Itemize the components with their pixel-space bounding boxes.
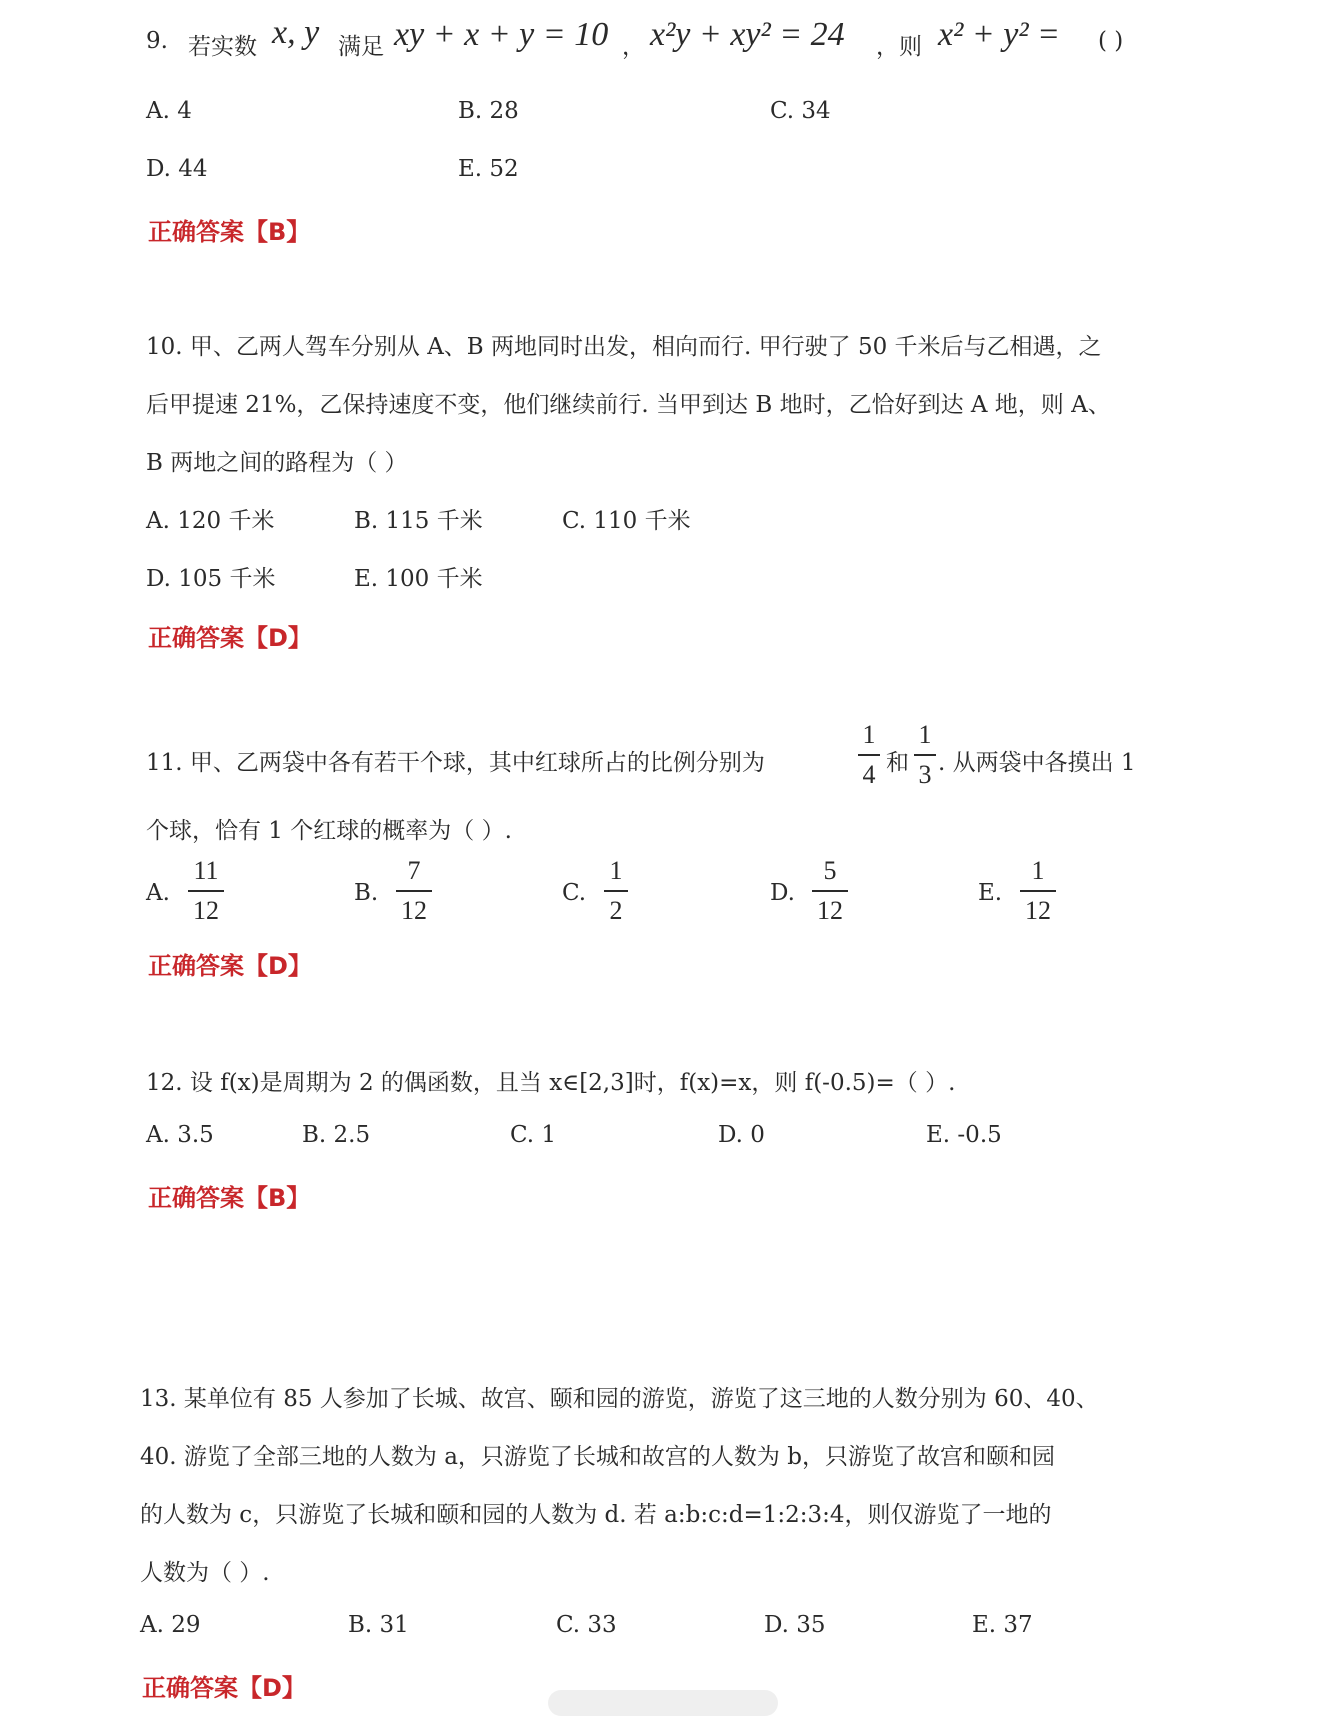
q9-option-e: E. 52 xyxy=(458,156,519,182)
q9-then: ，则 xyxy=(876,34,922,60)
q9-prefix: 若实数 xyxy=(188,34,257,60)
q13-option-a: A. 29 xyxy=(140,1612,201,1638)
q13-option-b: B. 31 xyxy=(348,1612,409,1638)
q10-option-a: A. 120 千米 xyxy=(146,508,275,534)
q11-option-c-fraction: 1 2 xyxy=(604,856,628,926)
q10-option-e: E. 100 千米 xyxy=(354,566,483,592)
q9-option-b: B. 28 xyxy=(458,98,519,124)
q9-equation-1: xy + x + y = 10 xyxy=(394,16,609,53)
q12-correct-answer: 正确答案【B】 xyxy=(148,1184,311,1212)
q13-line-2: 40. 游览了全部三地的人数为 a，只游览了长城和故宫的人数为 b，只游览了故宫和颐和园 xyxy=(140,1444,1055,1470)
q13-option-d: D. 35 xyxy=(764,1612,826,1638)
q9-option-a: A. 4 xyxy=(146,98,192,124)
q11-option-a-label: A. xyxy=(146,880,170,906)
q11-fraction-one-quarter: 1 4 xyxy=(858,720,880,790)
q12-option-a: A. 3.5 xyxy=(146,1122,214,1148)
q13-line-4: 人数为（ ）. xyxy=(140,1560,270,1586)
q11-line-1-start: 11. 甲、乙两袋中各有若干个球，其中红球所占的比例分别为 xyxy=(146,750,765,776)
q13-correct-answer: 正确答案【D】 xyxy=(142,1674,306,1702)
q13-line-3: 的人数为 c，只游览了长城和颐和园的人数为 d. 若 a:b:c:d=1:2:3:4，则仅游览了一地的 xyxy=(140,1502,1052,1528)
q10-option-d: D. 105 千米 xyxy=(146,566,276,592)
q10-line-3: B 两地之间的路程为（ ） xyxy=(146,450,408,476)
q11-option-a-fraction: 11 12 xyxy=(188,856,224,926)
q9-correct-answer: 正确答案【B】 xyxy=(148,218,311,246)
q11-line-2: 个球，恰有 1 个红球的概率为（ ）. xyxy=(146,818,512,844)
q11-and: 和 xyxy=(886,750,909,776)
q11-option-b-label: B. xyxy=(354,880,379,906)
q11-fraction-one-third: 1 3 xyxy=(914,720,936,790)
q11-option-d-label: D. xyxy=(770,880,795,906)
q9-equation-2: x²y + xy² = 24 xyxy=(650,16,845,53)
q11-option-c-label: C. xyxy=(562,880,587,906)
watermark-overlay xyxy=(548,1690,778,1716)
q10-line-1: 10. 甲、乙两人驾车分别从 A、B 两地同时出发，相向而行. 甲行驶了 50 千米后与乙相遇，之 xyxy=(146,334,1102,360)
q13-option-c: C. 33 xyxy=(556,1612,617,1638)
q11-correct-answer: 正确答案【D】 xyxy=(148,952,312,980)
q11-line-1-end: . 从两袋中各摸出 1 xyxy=(938,750,1136,776)
q9-answer-paren: ( ) xyxy=(1098,28,1124,54)
q12-line: 12. 设 f(x)是周期为 2 的偶函数，且当 x∈[2,3]时，f(x)=x，则 f(-0.5)=（ ）. xyxy=(146,1070,956,1096)
q13-line-1: 13. 某单位有 85 人参加了长城、故宫、颐和园的游览，游览了这三地的人数分别为 60、40、 xyxy=(140,1386,1099,1412)
q10-correct-answer: 正确答案【D】 xyxy=(148,624,312,652)
q10-option-c: C. 110 千米 xyxy=(562,508,691,534)
q9-comma: ， xyxy=(622,34,645,60)
q11-option-d-fraction: 5 12 xyxy=(812,856,848,926)
q9-option-d: D. 44 xyxy=(146,156,208,182)
q12-option-b: B. 2.5 xyxy=(302,1122,371,1148)
q12-option-d: D. 0 xyxy=(718,1122,765,1148)
q11-option-e-fraction: 1 12 xyxy=(1020,856,1056,926)
q12-option-e: E. -0.5 xyxy=(926,1122,1002,1148)
q9-number: 9. xyxy=(146,28,168,54)
q10-option-b: B. 115 千米 xyxy=(354,508,483,534)
q11-option-b-fraction: 7 12 xyxy=(396,856,432,926)
q9-satisfies: 满足 xyxy=(338,34,384,60)
q9-option-c: C. 34 xyxy=(770,98,831,124)
q9-vars: x, y xyxy=(272,14,320,51)
q12-option-c: C. 1 xyxy=(510,1122,557,1148)
q13-option-e: E. 37 xyxy=(972,1612,1033,1638)
q9-equation-3: x² + y² = xyxy=(938,16,1060,53)
q11-option-e-label: E. xyxy=(978,880,1003,906)
q10-line-2: 后甲提速 21%，乙保持速度不变，他们继续前行. 当甲到达 B 地时，乙恰好到达 A 地，则 A、 xyxy=(146,392,1111,418)
